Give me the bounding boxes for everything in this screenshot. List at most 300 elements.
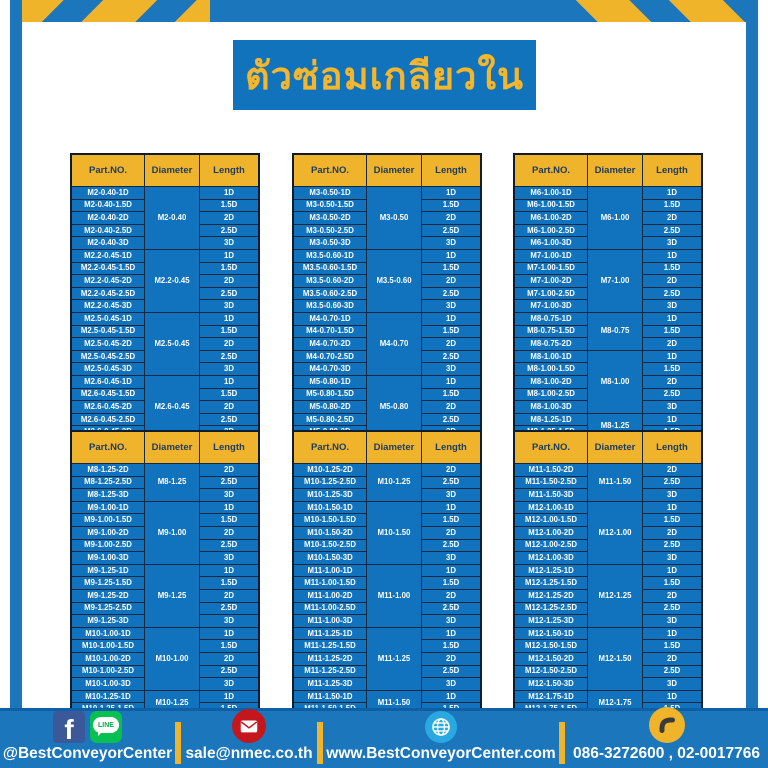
length-cell: 2D	[643, 338, 703, 351]
diameter-cell: M7-1.00	[588, 249, 643, 312]
length-cell: 1.5D	[200, 514, 260, 527]
column-header-part: Part.NO.	[293, 431, 367, 464]
length-cell: 3D	[422, 237, 482, 250]
part-cell: M2.2-0.45-2D	[71, 275, 145, 288]
part-cell: M8-1.25-2D	[71, 464, 145, 477]
part-cell: M5-0.80-1D	[293, 375, 367, 388]
diameter-cell: M10-1.00	[145, 627, 200, 690]
diameter-cell: M4-0.70	[367, 312, 422, 375]
part-cell: M12-1.50-1D	[514, 627, 588, 640]
part-cell: M12-1.25-2.5D	[514, 602, 588, 615]
phone-glyph	[655, 713, 679, 737]
part-cell: M11-1.00-2D	[293, 589, 367, 602]
length-cell: 1D	[422, 312, 482, 325]
part-cell: M7-1.00-1D	[514, 249, 588, 262]
table-row	[514, 564, 702, 577]
line-bubble	[93, 717, 119, 733]
part-cell: M3-0.50-1.5D	[293, 199, 367, 212]
footer-website-section	[323, 711, 559, 768]
length-cell: 2D	[643, 212, 703, 225]
part-cell: M3-0.50-1D	[293, 187, 367, 200]
column-header-part: Part.NO.	[71, 154, 145, 187]
length-cell: 3D	[422, 552, 482, 565]
part-cell: M2.6-0.45-2D	[71, 401, 145, 414]
length-cell: 3D	[643, 552, 703, 565]
part-cell: M8-1.25-3D	[71, 489, 145, 502]
length-cell: 2D	[643, 526, 703, 539]
email-text: sale@nmec.co.th	[185, 745, 313, 762]
table-row	[71, 312, 259, 325]
part-cell: M3.5-0.60-1D	[293, 249, 367, 262]
diameter-cell: M3-0.50	[367, 187, 422, 250]
length-cell: 1D	[643, 350, 703, 363]
length-cell: 2D	[200, 275, 260, 288]
length-cell: 1.5D	[643, 640, 703, 653]
part-cell: M9-1.00-2.5D	[71, 539, 145, 552]
part-cell: M3-0.50-2.5D	[293, 224, 367, 237]
part-cell: M8-0.75-1.5D	[514, 325, 588, 338]
part-cell: M2.6-0.45-1.5D	[71, 388, 145, 401]
part-cell: M7-1.00-3D	[514, 300, 588, 313]
part-cell: M11-1.25-1.5D	[293, 640, 367, 653]
part-cell: M8-1.00-1D	[514, 350, 588, 363]
part-cell: M11-1.50-1D	[293, 690, 367, 703]
globe-glyph	[429, 715, 453, 739]
length-cell: 1D	[422, 187, 482, 200]
part-cell: M5-0.80-1.5D	[293, 388, 367, 401]
table-slot-1	[70, 153, 256, 440]
left-border	[10, 0, 22, 708]
part-cell: M9-1.25-2D	[71, 589, 145, 602]
part-cell: M6-1.00-2D	[514, 212, 588, 225]
part-cell: M8-1.00-2D	[514, 375, 588, 388]
table-row	[71, 627, 259, 640]
length-cell: 1.5D	[200, 199, 260, 212]
part-cell: M12-1.50-1.5D	[514, 640, 588, 653]
facebook-icon	[53, 711, 85, 743]
length-cell: 1D	[422, 627, 482, 640]
part-cell: M12-1.25-3D	[514, 615, 588, 628]
length-cell: 2D	[200, 401, 260, 414]
spec-table	[292, 430, 482, 717]
diameter-cell: M8-0.75	[588, 312, 643, 350]
diameter-cell: M12-1.50	[588, 627, 643, 690]
table-row	[293, 464, 481, 477]
part-cell: M11-1.00-2.5D	[293, 602, 367, 615]
hazard-top-band	[10, 0, 758, 22]
column-header-diameter: Diameter	[588, 154, 643, 187]
length-cell: 2D	[422, 275, 482, 288]
column-header-diameter: Diameter	[145, 154, 200, 187]
spec-table	[70, 430, 260, 717]
length-cell: 1.5D	[422, 388, 482, 401]
table-row	[71, 690, 259, 703]
length-cell: 1.5D	[422, 577, 482, 590]
length-cell: 3D	[643, 401, 703, 414]
length-cell: 2D	[643, 652, 703, 665]
part-cell: M10-1.25-3D	[293, 489, 367, 502]
table-row	[293, 501, 481, 514]
part-cell: M2.5-0.45-3D	[71, 363, 145, 376]
part-cell: M5-0.80-2D	[293, 401, 367, 414]
length-cell: 2D	[200, 589, 260, 602]
part-cell: M7-1.00-1.5D	[514, 262, 588, 275]
right-border	[746, 0, 758, 708]
part-cell: M9-1.00-1.5D	[71, 514, 145, 527]
length-cell: 1.5D	[422, 199, 482, 212]
part-cell: M6-1.00-1D	[514, 187, 588, 200]
length-cell: 1.5D	[643, 325, 703, 338]
part-cell: M9-1.25-3D	[71, 615, 145, 628]
part-cell: M2-0.40-1D	[71, 187, 145, 200]
part-cell: M12-1.50-2D	[514, 652, 588, 665]
length-cell: 3D	[643, 300, 703, 313]
length-cell: 2D	[422, 589, 482, 602]
part-cell: M12-1.00-3D	[514, 552, 588, 565]
length-cell: 3D	[643, 615, 703, 628]
part-cell: M2-0.40-3D	[71, 237, 145, 250]
part-cell: M4-0.70-1D	[293, 312, 367, 325]
part-cell: M2.2-0.45-3D	[71, 300, 145, 313]
length-cell: 1D	[200, 187, 260, 200]
part-cell: M9-1.25-1D	[71, 564, 145, 577]
page-title-text: ตัวซ่อมเกลียวใน	[244, 55, 525, 98]
table-slot-4	[70, 430, 256, 717]
length-cell: 2D	[422, 401, 482, 414]
diameter-cell: M2-0.40	[145, 187, 200, 250]
diameter-cell: M11-1.50	[588, 464, 643, 502]
length-cell: 2.5D	[643, 539, 703, 552]
part-cell: M3.5-0.60-2.5D	[293, 287, 367, 300]
length-cell: 1.5D	[200, 325, 260, 338]
length-cell: 2D	[200, 464, 260, 477]
part-cell: M10-1.00-2D	[71, 652, 145, 665]
part-cell: M12-1.25-1.5D	[514, 577, 588, 590]
part-cell: M4-0.70-3D	[293, 363, 367, 376]
part-cell: M7-1.00-2D	[514, 275, 588, 288]
table-row	[293, 627, 481, 640]
length-cell: 1.5D	[643, 363, 703, 376]
part-cell: M2.6-0.45-1D	[71, 375, 145, 388]
envelope-glyph	[238, 715, 260, 737]
part-cell: M3.5-0.60-2D	[293, 275, 367, 288]
length-cell: 1D	[200, 312, 260, 325]
diameter-cell: M8-1.25	[145, 464, 200, 502]
part-cell: M12-1.00-1.5D	[514, 514, 588, 527]
length-cell: 3D	[200, 615, 260, 628]
length-cell: 2D	[200, 338, 260, 351]
column-header-length: Length	[422, 154, 482, 187]
length-cell: 1.5D	[200, 262, 260, 275]
diameter-cell: M11-1.25	[367, 627, 422, 690]
length-cell: 1D	[422, 564, 482, 577]
part-cell: M11-1.50-2.5D	[514, 476, 588, 489]
part-cell: M10-1.25-1D	[71, 690, 145, 703]
length-cell: 2.5D	[643, 602, 703, 615]
footer-social-section	[0, 711, 175, 768]
table-slot-3	[513, 153, 699, 440]
part-cell: M10-1.50-1D	[293, 501, 367, 514]
length-cell: 1.5D	[200, 388, 260, 401]
length-cell: 3D	[422, 300, 482, 313]
length-cell: 3D	[200, 552, 260, 565]
part-cell: M12-1.75-1D	[514, 690, 588, 703]
diameter-cell: M10-1.25	[145, 690, 200, 716]
length-cell: 1D	[643, 413, 703, 426]
table-row	[514, 312, 702, 325]
length-cell: 2D	[422, 338, 482, 351]
part-cell: M11-1.50-3D	[514, 489, 588, 502]
part-cell: M8-0.75-2D	[514, 338, 588, 351]
table-row	[293, 187, 481, 200]
length-cell: 1D	[422, 690, 482, 703]
part-cell: M8-1.00-2.5D	[514, 388, 588, 401]
header-row	[514, 431, 702, 464]
length-cell: 1.5D	[422, 262, 482, 275]
table-row	[514, 501, 702, 514]
footer-email-section	[181, 711, 317, 768]
table-row	[71, 187, 259, 200]
page-title	[233, 40, 536, 110]
length-cell: 2.5D	[422, 665, 482, 678]
length-cell: 1.5D	[422, 640, 482, 653]
part-cell: M4-0.70-2.5D	[293, 350, 367, 363]
length-cell: 2.5D	[643, 388, 703, 401]
part-cell: M11-1.25-1D	[293, 627, 367, 640]
part-cell: M11-1.25-3D	[293, 678, 367, 691]
diameter-cell: M2.6-0.45	[145, 375, 200, 438]
part-cell: M9-1.25-2.5D	[71, 602, 145, 615]
table-row	[71, 464, 259, 477]
length-cell: 2D	[200, 652, 260, 665]
line-label: LINE	[98, 721, 114, 729]
length-cell: 2.5D	[200, 350, 260, 363]
diameter-cell: M2.5-0.45	[145, 312, 200, 375]
social-icons	[53, 711, 122, 743]
header-row	[293, 154, 481, 187]
length-cell: 2.5D	[200, 413, 260, 426]
part-cell: M10-1.00-1.5D	[71, 640, 145, 653]
table-row	[71, 375, 259, 388]
length-cell: 2.5D	[200, 476, 260, 489]
column-header-part: Part.NO.	[293, 154, 367, 187]
length-cell: 3D	[643, 237, 703, 250]
diameter-cell: M3.5-0.60	[367, 249, 422, 312]
table-row	[71, 564, 259, 577]
length-cell: 2D	[422, 526, 482, 539]
length-cell: 2.5D	[643, 224, 703, 237]
footer-bar	[0, 708, 768, 768]
column-header-length: Length	[200, 154, 260, 187]
part-cell: M10-1.25-2D	[293, 464, 367, 477]
part-cell: M5-0.80-2.5D	[293, 413, 367, 426]
part-cell: M6-1.00-2.5D	[514, 224, 588, 237]
length-cell: 1D	[200, 501, 260, 514]
table-slot-5	[292, 430, 478, 717]
table-row	[293, 375, 481, 388]
part-cell: M8-1.00-3D	[514, 401, 588, 414]
part-cell: M12-1.00-2.5D	[514, 539, 588, 552]
part-cell: M2.2-0.45-1D	[71, 249, 145, 262]
part-cell: M10-1.50-1.5D	[293, 514, 367, 527]
length-cell: 1D	[643, 501, 703, 514]
spec-table	[292, 153, 482, 440]
part-cell: M2.2-0.45-2.5D	[71, 287, 145, 300]
length-cell: 1D	[643, 690, 703, 703]
table-row	[514, 690, 702, 703]
part-cell: M10-1.00-3D	[71, 678, 145, 691]
length-cell: 2D	[643, 275, 703, 288]
length-cell: 2.5D	[422, 602, 482, 615]
table-row	[514, 249, 702, 262]
length-cell: 1D	[200, 690, 260, 703]
length-cell: 1D	[422, 249, 482, 262]
diameter-cell: M8-1.00	[588, 350, 643, 413]
column-header-diameter: Diameter	[145, 431, 200, 464]
part-cell: M11-1.25-2D	[293, 652, 367, 665]
spec-table	[70, 153, 260, 440]
part-cell: M2-0.40-1.5D	[71, 199, 145, 212]
length-cell: 1D	[422, 375, 482, 388]
part-cell: M4-0.70-1.5D	[293, 325, 367, 338]
length-cell: 3D	[422, 678, 482, 691]
length-cell: 1D	[200, 564, 260, 577]
length-cell: 2.5D	[422, 476, 482, 489]
part-cell: M11-1.50-2D	[514, 464, 588, 477]
length-cell: 2.5D	[643, 476, 703, 489]
part-cell: M2.5-0.45-1.5D	[71, 325, 145, 338]
diameter-cell: M11-1.50	[367, 690, 422, 716]
diameter-cell: M12-1.00	[588, 501, 643, 564]
diameter-cell: M10-1.50	[367, 501, 422, 564]
length-cell: 1.5D	[643, 262, 703, 275]
header-row	[71, 154, 259, 187]
length-cell: 2D	[422, 652, 482, 665]
part-cell: M2.6-0.45-2.5D	[71, 413, 145, 426]
table-slot-6	[513, 430, 699, 717]
part-cell: M11-1.00-3D	[293, 615, 367, 628]
hazard-stripes-right	[558, 0, 758, 22]
part-cell: M8-1.25-1D	[514, 413, 588, 426]
diameter-cell: M12-1.75	[588, 690, 643, 716]
diameter-cell: M11-1.00	[367, 564, 422, 627]
length-cell: 1D	[200, 249, 260, 262]
table-row	[293, 249, 481, 262]
length-cell: 2D	[422, 464, 482, 477]
diameter-cell: M8-1.25	[588, 413, 643, 439]
part-cell: M9-1.00-2D	[71, 526, 145, 539]
part-cell: M10-1.50-2.5D	[293, 539, 367, 552]
table-row	[293, 312, 481, 325]
diameter-cell: M10-1.25	[367, 464, 422, 502]
part-cell: M2.5-0.45-1D	[71, 312, 145, 325]
length-cell: 2D	[643, 375, 703, 388]
part-cell: M12-1.00-2D	[514, 526, 588, 539]
column-header-length: Length	[643, 431, 703, 464]
length-cell: 1.5D	[200, 640, 260, 653]
part-cell: M12-1.50-2.5D	[514, 665, 588, 678]
table-row	[71, 501, 259, 514]
length-cell: 3D	[200, 237, 260, 250]
column-header-diameter: Diameter	[588, 431, 643, 464]
length-cell: 1.5D	[422, 514, 482, 527]
table-row	[514, 627, 702, 640]
diameter-cell: M9-1.00	[145, 501, 200, 564]
facebook-letter: f	[64, 714, 74, 743]
table-row	[514, 350, 702, 363]
part-cell: M10-1.50-2D	[293, 526, 367, 539]
diameter-cell: M2.2-0.45	[145, 249, 200, 312]
header-row	[293, 431, 481, 464]
length-cell: 2.5D	[200, 665, 260, 678]
length-cell: 2.5D	[422, 413, 482, 426]
part-cell: M12-1.50-3D	[514, 678, 588, 691]
length-cell: 3D	[422, 363, 482, 376]
length-cell: 2D	[643, 589, 703, 602]
phone-icon	[649, 707, 685, 743]
table-row	[514, 464, 702, 477]
length-cell: 3D	[200, 678, 260, 691]
part-cell: M2.5-0.45-2.5D	[71, 350, 145, 363]
part-cell: M9-1.00-3D	[71, 552, 145, 565]
length-cell: 2.5D	[422, 287, 482, 300]
length-cell: 2D	[200, 212, 260, 225]
length-cell: 2.5D	[422, 539, 482, 552]
part-cell: M8-1.25-2.5D	[71, 476, 145, 489]
part-cell: M2.2-0.45-1.5D	[71, 262, 145, 275]
spec-table	[513, 153, 703, 440]
column-header-part: Part.NO.	[514, 154, 588, 187]
length-cell: 2.5D	[200, 602, 260, 615]
part-cell: M3.5-0.60-1.5D	[293, 262, 367, 275]
diameter-cell: M12-1.25	[588, 564, 643, 627]
part-cell: M8-1.00-1.5D	[514, 363, 588, 376]
part-cell: M10-1.25-2.5D	[293, 476, 367, 489]
column-header-length: Length	[200, 431, 260, 464]
length-cell: 1.5D	[643, 577, 703, 590]
length-cell: 1.5D	[643, 514, 703, 527]
length-cell: 1D	[643, 249, 703, 262]
part-cell: M10-1.00-2.5D	[71, 665, 145, 678]
column-header-length: Length	[643, 154, 703, 187]
social-handle-text: @BestConveyorCenter	[2, 745, 173, 762]
part-cell: M9-1.00-1D	[71, 501, 145, 514]
part-cell: M4-0.70-2D	[293, 338, 367, 351]
length-cell: 1D	[200, 627, 260, 640]
length-cell: 2.5D	[643, 665, 703, 678]
length-cell: 3D	[643, 489, 703, 502]
part-cell: M10-1.00-1D	[71, 627, 145, 640]
part-cell: M10-1.50-3D	[293, 552, 367, 565]
table-slot-2	[292, 153, 478, 440]
length-cell: 1D	[643, 627, 703, 640]
table-row	[293, 690, 481, 703]
part-cell: M2-0.40-2.5D	[71, 224, 145, 237]
spec-table	[513, 430, 703, 717]
part-cell: M11-1.00-1D	[293, 564, 367, 577]
column-header-part: Part.NO.	[514, 431, 588, 464]
length-cell: 2.5D	[200, 287, 260, 300]
mail-icon	[232, 709, 266, 743]
part-cell: M3.5-0.60-3D	[293, 300, 367, 313]
part-cell: M3-0.50-3D	[293, 237, 367, 250]
part-cell: M7-1.00-2.5D	[514, 287, 588, 300]
length-cell: 1D	[643, 312, 703, 325]
length-cell: 2.5D	[422, 350, 482, 363]
part-cell: M2-0.40-2D	[71, 212, 145, 225]
website-text: www.BestConveyorCenter.com	[326, 745, 556, 762]
length-cell: 1D	[643, 187, 703, 200]
